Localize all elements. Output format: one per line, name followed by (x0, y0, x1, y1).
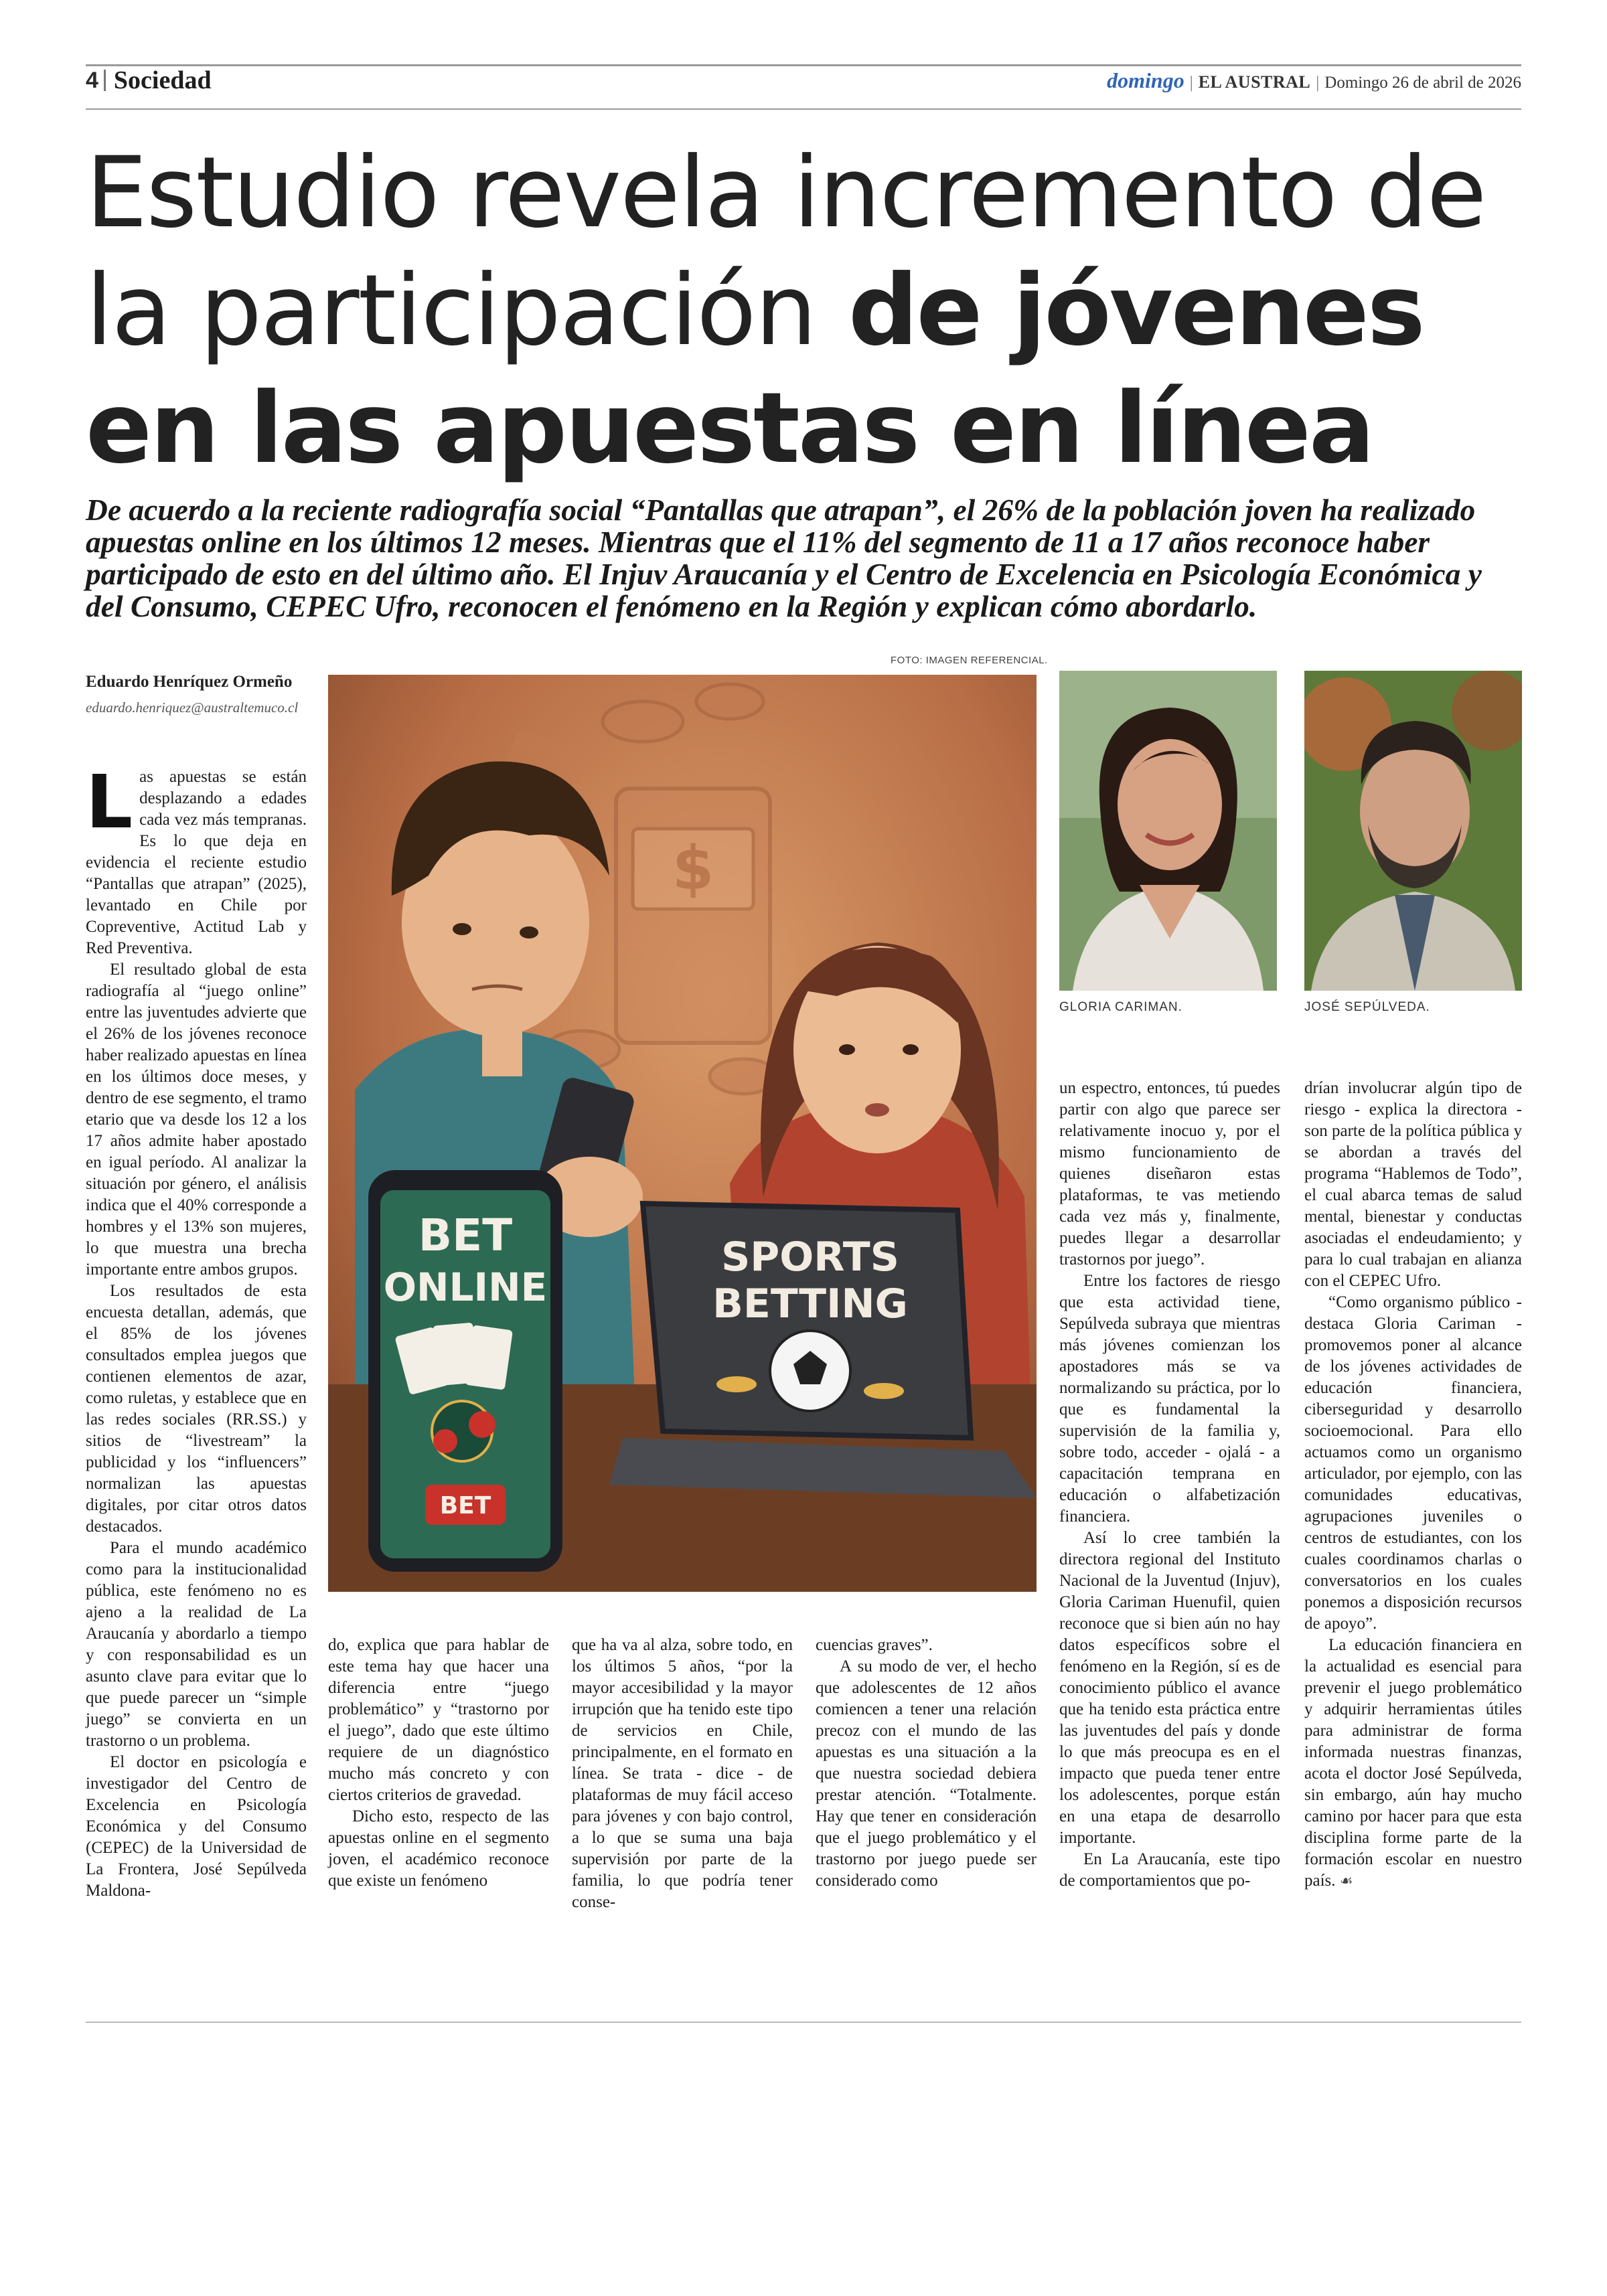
phone-title-line2: ONLINE (383, 1264, 548, 1310)
page-number: 4 (86, 67, 98, 93)
portrait-gloria-cariman (1059, 671, 1277, 991)
body-column-6 (1304, 1078, 1522, 1892)
newspaper-name: EL AUSTRAL (1198, 72, 1311, 92)
body-paragraph (1304, 1635, 1522, 1892)
body-paragraph: A su modo de ver, el hecho que adolescentes de 12 años comiencen a tener una relación precoz con el mundo de las apuestas es una situación a la que nuestra sociedad debiera prestar atención. “Totalmente. Hay que tener en consideración que el juego problemático y el trastorno por juego puede ser considerado como (816, 1657, 1037, 1890)
poker-chip-icon (469, 1411, 495, 1438)
svg-text:$: $ (672, 833, 714, 904)
body-paragraph: “Como organismo público - destaca Gloria Cariman - promovemos poner al alcance de los jóvenes actividades de educación financiera, ciberseguridad y desarrollo socioemocional. Para ello actuamos como un organismo articulador, por ejemplo, con las comunidades educativas, agrupaciones juveniles o centros de estudiantes, con los cuales coordinamos charlas o conversatorios en los cuales ponemos a disposición recursos de apoyo”. (1304, 1293, 1522, 1633)
supplement-brand: domingo (1107, 68, 1184, 92)
portrait-jose-sepulveda (1304, 671, 1522, 991)
headline-bold: de jóvenes en las apuestas en línea (86, 254, 1424, 485)
portrait-photo (1304, 671, 1522, 991)
body-paragraph-text: La educación financiera en la actualidad es esencial para prevenir el juego problemático y adquirir herramientas útiles para administrar de forma informada nuestras finanzas, acota el doctor José Sepúlveda, sin embargo, aún hay mucho camino por hacer para que esta disciplina forme parte de la formación escolar en nuestro país. (1304, 1636, 1522, 1890)
poker-chip-icon (696, 684, 763, 719)
laptop-text-line2: BETTING (712, 1281, 908, 1327)
phone-bet-online (368, 1170, 562, 1572)
bottom-rule (86, 2022, 1521, 2023)
body-paragraph: do, explica que para hablar de este tema hay que hacer una diferencia entre “juego problemático” y “trastorno por el juego”, dado que este último requiere de un diagnóstico mucho más concreto y con ciertos criterios de gravedad. (328, 1636, 549, 1804)
body-paragraph: que ha va al alza, sobre todo, en los últimos 5 años, “por la mayor accesibilidad y la mayor irrupción que ha tenido este tipo de servicios en Chile, principalmente, en el formato en línea. Se trata - dice - de plataformas de muy fácil acceso para jóvenes y con bajo control, a lo que se suma una baja supervisión por parte de la familia, lo que podría tener conse- (572, 1636, 793, 1911)
body-paragraph: El resultado global de esta radiografía al “juego online” entre las juventudes advierte que el 26% de los jóvenes reconoce haber realizado apuestas en línea en los últimos doce meses, y dentro de ese segmento, el tramo etario que va desde los 12 a los 17 años admite haber apostado en igual período. Al analizar la situación por género, el análisis indica que el 40% corresponde a hombres y el 13% son mujeres, lo que muestra una brecha importante entre ambos grupos. (86, 961, 307, 1279)
slot-machine-icon (616, 789, 770, 1043)
body-paragraph: Así lo cree también la directora regional del Instituto Nacional de la Juventud (Injuv), Gloria Cariman Huenufil, quien reconoce que si bien aún no hay datos específicos sobre el fenómeno en la Región, sí es de conocimiento público el avance que ha tenido esta práctica entre las juventudes del país y donde lo que más preocupa es en el impacto que pueda tener entre los adolescentes, porque están en una etapa de desarrollo importante. (1059, 1529, 1280, 1847)
bet-button-label: BET (439, 1492, 491, 1520)
body-paragraph: un espectro, entonces, tú puedes partir con algo que parece ser relativamente inocuo y, por el mismo funcionamiento de quienes diseñaron estas plataformas, te vas metiendo cada vez más y, finalmente, puedes llegar a desarrollar trastornos por juego”. (1059, 1079, 1280, 1268)
body-column-2 (328, 1635, 549, 1892)
issue-date: Domingo 26 de abril de 2026 (1324, 74, 1521, 92)
illustration-teens-betting (328, 675, 1037, 1592)
illustration-svg (328, 675, 1037, 1592)
headline (86, 134, 1525, 487)
body-paragraph: Para el mundo académico como para la institucionalidad pública, este fenómeno no es ajeno a la realidad de La Araucanía y abordarlo a tiempo y con responsabilidad es un asunto clave para evitar que lo que puede parecer un “simple juego” se convierta en un trastorno o un problema. (86, 1539, 307, 1750)
body-paragraph: Las apuestas se están desplazando a edades cada vez más tempranas. Es lo que deja en evidencia el reciente estudio “Pantallas que atrapan” (2025), levantado en Chile por Copreventive, Actitud Lab y Red Preventiva. (86, 759, 307, 957)
byline (86, 673, 313, 716)
top-rule (86, 64, 1521, 66)
end-of-article-icon: ☙ (1339, 1873, 1353, 1890)
body-column-5 (1059, 1078, 1280, 1892)
page-header-right (1107, 68, 1521, 93)
poker-chip-icon (603, 702, 683, 742)
body-paragraph: Dicho esto, respecto de las apuestas online en el segmento joven, el académico reconoce que existe un fenómeno (328, 1807, 549, 1890)
lede: De acuerdo a la reciente radiografía social “Pantallas que atrapan”, el 26% de la población joven ha realizado apuestas online en los últimos 12 meses. Mientras que el 11% del segmento de 11 a 17 años reconoce haber participado de esto en del último año. El Injuv Araucanía y el Centro de Excelencia en Psicología Económica y del Consumo, CEPEC Ufro, reconocen el fenómeno en la Región y explican cómo abordarlo. (86, 493, 1482, 623)
playing-card-icon (465, 1325, 513, 1390)
section-name: Sociedad (113, 66, 212, 94)
body-paragraph: drían involucrar algún tipo de riesgo - explica la directora - son parte de la política pública y se abordan a través del programa “Hablemos de Todo”, el cual abarca temas de salud mental, bienestar y conductas asociadas el endeudamiento; y para lo cual trabajan en alianza con el CEPEC Ufro. (1304, 1079, 1522, 1290)
body-paragraph: En La Araucanía, este tipo de comportamientos que po- (1059, 1850, 1280, 1890)
portrait-photo (1059, 671, 1277, 991)
header-divider (104, 70, 106, 91)
body-paragraph: cuencias graves”. (816, 1636, 933, 1654)
portrait-caption: JOSÉ SEPÚLVEDA. (1304, 1000, 1430, 1014)
header-bottom-rule (86, 108, 1521, 110)
body-paragraph: El doctor en psicología e investigador del Centro de Excelencia en Psicología Económica y del Consumo (CEPEC) de la Universidad de La Frontera, José Sepúlveda Maldona- (86, 1753, 307, 1900)
body-column-3 (572, 1635, 793, 1913)
portrait-caption: GLORIA CARIMAN. (1059, 1000, 1182, 1014)
body-column-4 (816, 1635, 1037, 1892)
headline-light: Estudio revela incremento de la participación (86, 136, 1486, 367)
poker-chip-icon (433, 1429, 457, 1453)
author-email: eduardo.henriquez@australtemuco.cl (86, 700, 299, 716)
laptop-text-line1: SPORTS (721, 1234, 899, 1281)
header-separator: | (1189, 74, 1193, 92)
photo-credit: FOTO: IMAGEN REFERENCIAL. (891, 655, 1048, 666)
phone-title-line1: BET (418, 1210, 513, 1261)
page-header-left (86, 66, 212, 95)
header-separator: | (1316, 74, 1320, 92)
author-name: Eduardo Henríquez Ormeño (86, 673, 293, 691)
body-column-1 (86, 759, 307, 1902)
body-paragraph: Los resultados de esta encuesta detallan, además, que el 85% de los jóvenes consultados emplea juegos que contienen elementos de azar, como ruletas, y establece que en las redes sociales (RR.SS.) y sitios de “livestream” la publicidad y los “influencers” normalizan las apuestas digitales, por citar otros datos destacados. (86, 1282, 307, 1536)
body-paragraph: Entre los factores de riesgo que esta actividad tiene, Sepúlveda subraya que mientras más jóvenes comienzan los apostadores más se va normalizando su práctica, por lo que es fundamental la supervisión de la familia y, sobre todo, acceder - ojalá - a capacitación temprana en educación o alfabetización financiera. (1059, 1272, 1280, 1526)
